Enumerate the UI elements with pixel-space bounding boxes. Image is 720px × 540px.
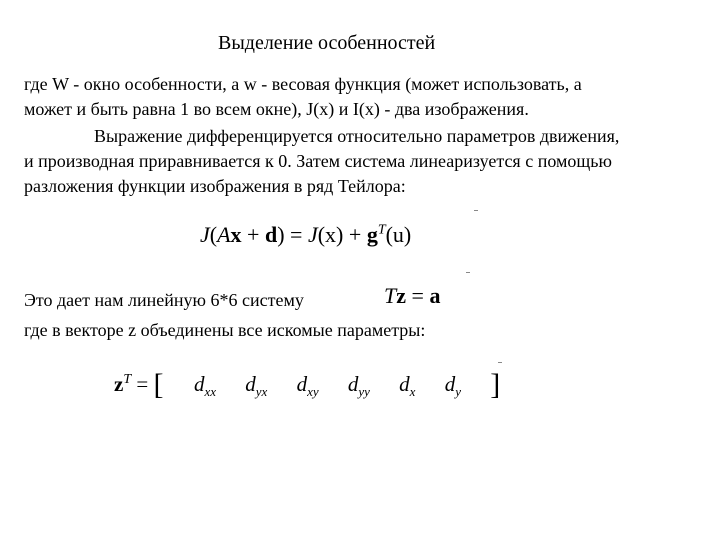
eq-symbol: J <box>307 222 318 247</box>
eq-symbol: d <box>444 372 456 396</box>
vector-component <box>297 372 319 400</box>
eq-symbol: d <box>264 222 278 247</box>
paragraph-vector-z: где в векторе z объединены все искомые параметры: <box>24 320 426 340</box>
slide-artifact-tick <box>498 362 502 363</box>
eq-symbol: ( <box>209 222 218 247</box>
eq-symbol: = <box>290 222 303 247</box>
text-line: разложения функции изображения в ряд Тейлора: <box>24 176 406 196</box>
eq-symbol: = <box>411 283 424 308</box>
eq-symbol: (u) <box>385 222 412 247</box>
text-line: и производная приравнивается к 0. Затем система линеаризуется с помощью <box>24 151 612 171</box>
paragraph-window-definition <box>24 72 582 122</box>
paragraph-linear-system: Это дает нам линейную 6*6 систему <box>24 290 304 310</box>
text-line: может и быть равна 1 во всем окне), J(x) и I(x) - два изображения. <box>24 99 529 119</box>
eq-symbol: = <box>136 372 149 396</box>
eq-symbol: d <box>296 372 308 396</box>
eq-subscript: yx <box>255 384 268 400</box>
eq-subscript: xx <box>204 384 217 400</box>
eq-symbol: d <box>347 372 359 396</box>
eq-symbol: d <box>193 372 205 396</box>
eq-symbol: T <box>384 283 397 308</box>
eq-symbol: d <box>245 372 256 396</box>
eq-symbol: a <box>429 283 441 308</box>
slide-artifact-tick <box>466 272 470 273</box>
vector-component <box>348 372 370 400</box>
eq-symbol: + <box>247 222 260 247</box>
eq-symbol: + <box>348 222 362 247</box>
eq-close-bracket: ] <box>490 368 501 401</box>
eq-symbol: A <box>217 222 231 247</box>
eq-open-bracket: [ <box>153 368 164 401</box>
eq-symbol: ) <box>277 222 285 247</box>
text-line-content: Выражение дифференцируется относительно параметров движения, <box>94 126 620 146</box>
eq-symbol: x <box>230 222 242 247</box>
text-line <box>24 124 619 149</box>
vector-component <box>399 372 415 400</box>
eq-symbol: z <box>114 372 124 396</box>
eq-symbol: J <box>200 222 210 247</box>
vector-component <box>194 372 216 400</box>
eq-symbol: g <box>366 222 378 247</box>
eq-symbol: d <box>399 372 410 396</box>
eq-subscript: y <box>455 384 461 400</box>
eq-symbol: z <box>396 283 407 308</box>
vector-component <box>445 372 461 400</box>
eq-superscript: T <box>123 372 132 387</box>
linear-system-equation <box>384 283 440 309</box>
eq-symbol: (x) <box>317 222 344 247</box>
vector-component <box>245 372 267 400</box>
eq-subscript: xy <box>307 384 319 400</box>
eq-subscript: yy <box>358 384 370 400</box>
eq-superscript: T <box>377 222 386 238</box>
paragraph-differentiation <box>24 124 619 199</box>
taylor-equation <box>200 222 411 248</box>
slide-title: Выделение особенностей <box>218 32 436 54</box>
eq-subscript: x <box>409 384 416 400</box>
text-line: где W - окно особенности, а w - весовая функция (может использовать, а <box>24 74 582 94</box>
vector-z-equation <box>114 368 500 402</box>
slide-artifact-tick <box>474 210 478 211</box>
